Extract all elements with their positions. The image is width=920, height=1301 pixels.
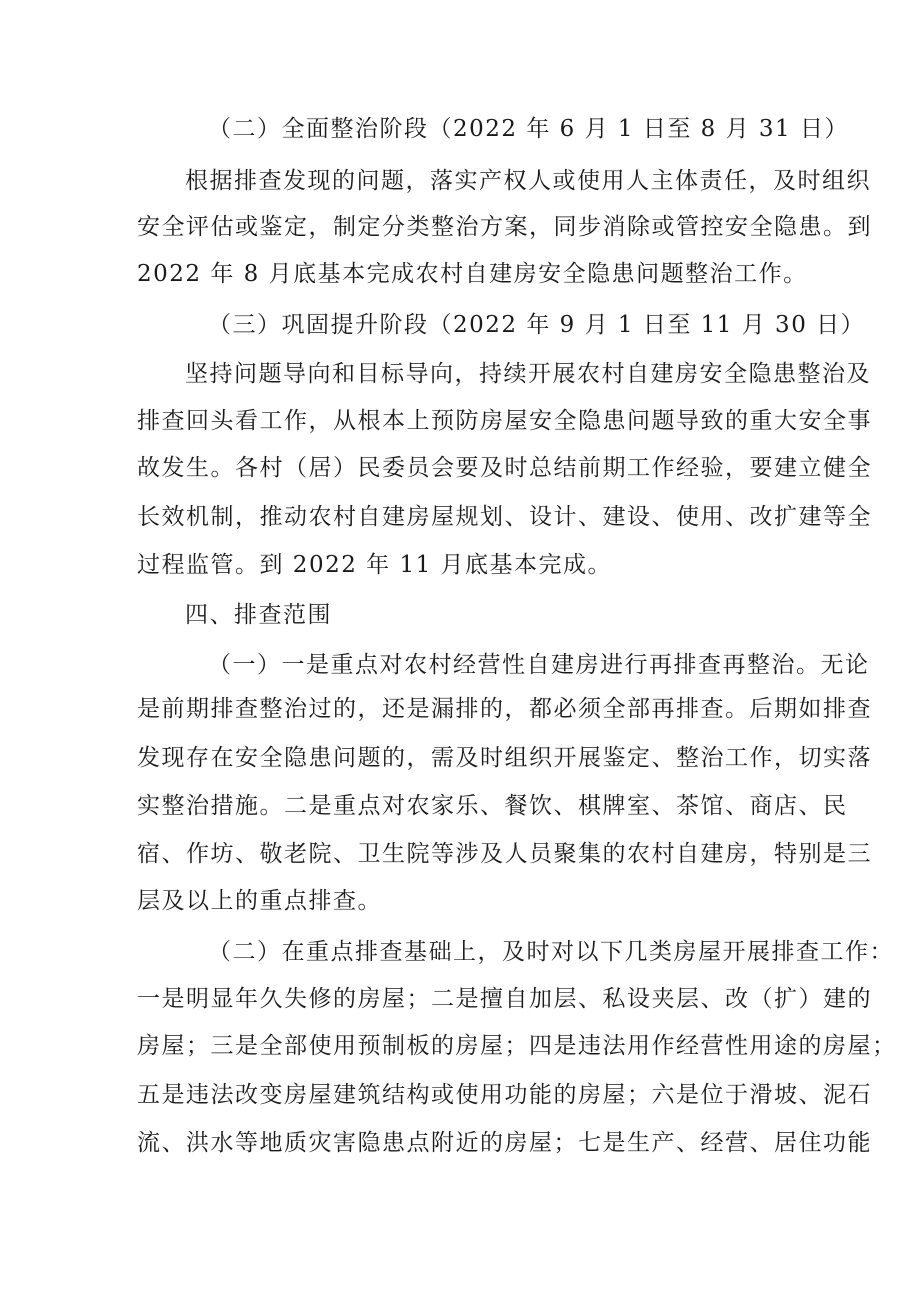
heading-stage-3: （三）巩固提升阶段（2022 年 9 月 1 日至 11 月 30 日） — [208, 312, 866, 338]
paragraph-line: 长效机制，推动农村自建房屋规划、设计、建设、使用、改扩建等全 — [137, 504, 872, 530]
paragraph-line: 过程监管。到 2022 年 11 月底基本完成。 — [137, 552, 613, 578]
paragraph-line: （一）一是重点对农村经营性自建房进行再排查再整治。无论 — [208, 652, 870, 678]
paragraph-line: 2022 年 8 月底基本完成农村自建房安全隐患问题整治工作。 — [137, 261, 808, 287]
paragraph-line: 安全评估或鉴定，制定分类整治方案，同步消除或管控安全隐患。到 — [137, 214, 872, 240]
paragraph-line: 房屋；三是全部使用预制板的房屋；四是违法用作经营性用途的房屋； — [137, 1033, 897, 1059]
paragraph-line: 层及以上的重点排查。 — [137, 888, 382, 914]
paragraph-line: 实整治措施。二是重点对农家乐、餐饮、棋牌室、茶馆、商店、民 — [137, 793, 848, 819]
paragraph-line: 一是明显年久失修的房屋；二是擅自加层、私设夹层、改（扩）建的 — [137, 986, 872, 1012]
paragraph-line: 根据排查发现的问题，落实产权人或使用人主体责任，及时组织 — [185, 168, 871, 194]
paragraph-line: 排查回头看工作，从根本上预防房屋安全隐患问题导致的重大安全事 — [137, 408, 872, 434]
paragraph-line: 坚持问题导向和目标导向，持续开展农村自建房安全隐患整治及 — [185, 361, 871, 387]
paragraph-line: 五是违法改变房屋建筑结构或使用功能的房屋；六是位于滑坡、泥石 — [137, 1082, 872, 1108]
paragraph-line: （二）在重点排查基础上，及时对以下几类房屋开展排查工作： — [208, 939, 894, 965]
heading-stage-2: （二）全面整治阶段（2022 年 6 月 1 日至 8 月 31 日） — [208, 116, 849, 142]
section-heading: 四、排查范围 — [185, 602, 332, 628]
paragraph-line: 宿、作坊、敬老院、卫生院等涉及人员聚集的农村自建房，特别是三 — [137, 841, 872, 867]
paragraph-line: 发现存在安全隐患问题的，需及时组织开展鉴定、整治工作，切实落 — [137, 745, 872, 771]
paragraph-line: 流、洪水等地质灾害隐患点附近的房屋；七是生产、经营、居住功能 — [137, 1130, 872, 1156]
paragraph-line: 是前期排查整治过的，还是漏排的，都必须全部再排查。后期如排查 — [137, 696, 872, 722]
paragraph-line: 故发生。各村（居）民委员会要及时总结前期工作经验，要建立健全 — [137, 455, 872, 481]
